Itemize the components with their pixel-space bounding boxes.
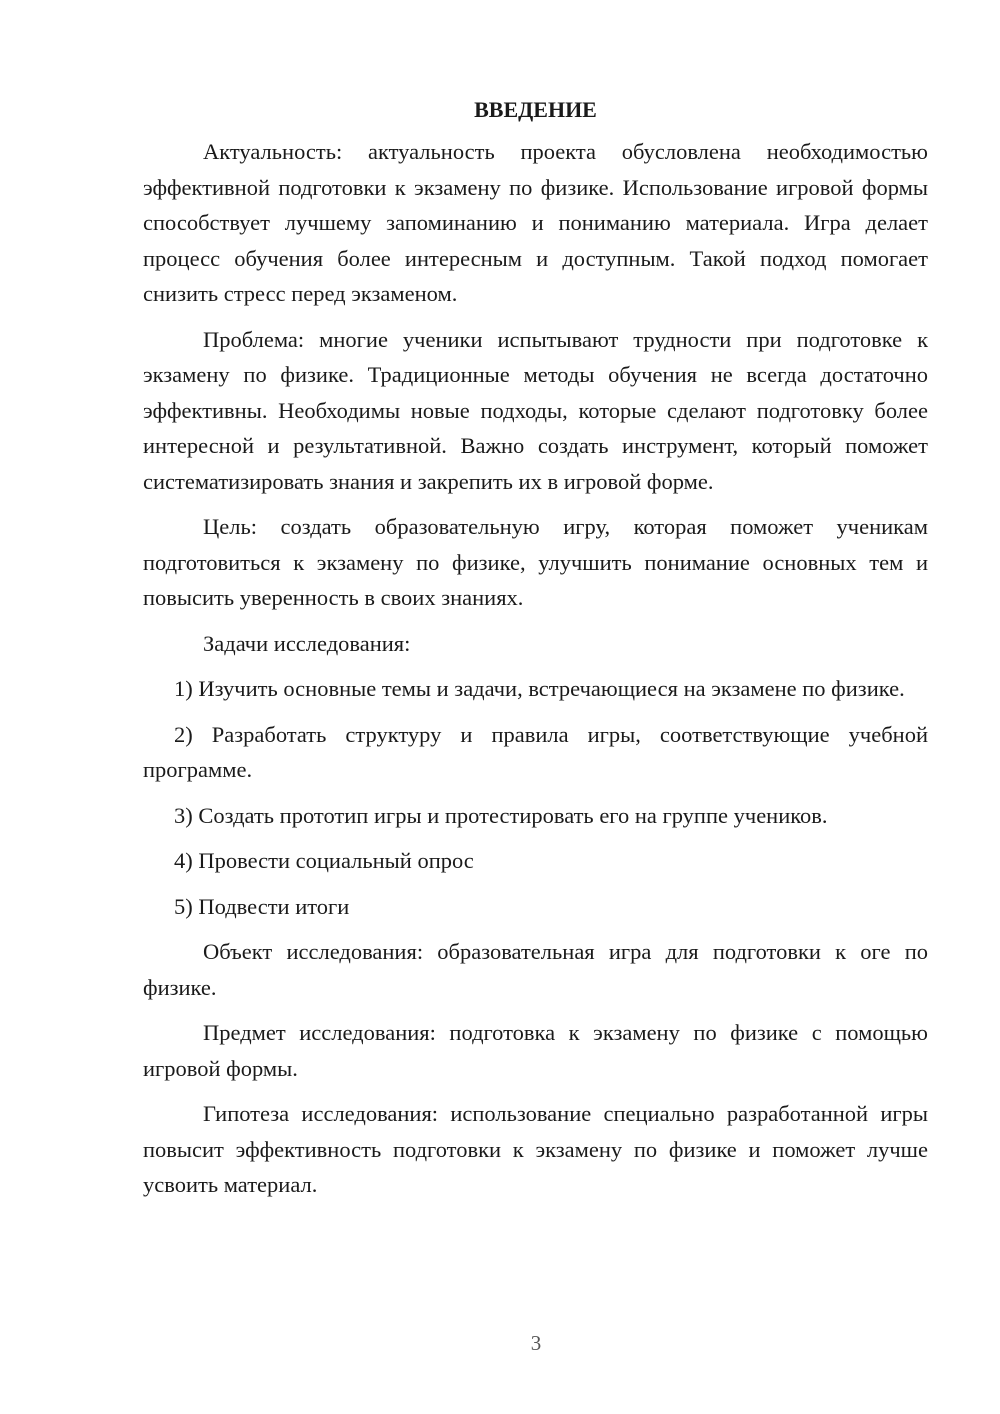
paragraph-goal: Цель: создать образовательную игру, которая поможет ученикам подготовиться к экзамену по физике, улучшить понимание основных тем и повысить уверенность в своих знаниях.: [143, 514, 928, 610]
document-title: ВВЕДЕНИЕ: [474, 97, 597, 122]
task-item: 3) Создать прототип игры и протестировать его на группе учеников.: [174, 802, 828, 828]
tasks-heading: Задачи исследования:: [203, 630, 411, 656]
paragraph-hypothesis: Гипотеза исследования: использование специально разработанной игры повысит эффективность подготовки к экзамену по физике и поможет лучше усвоить материал.: [143, 1101, 928, 1197]
paragraph-subject: Предмет исследования: подготовка к экзамену по физике с помощью игровой формы.: [143, 1020, 928, 1081]
task-item: 2) Разработать структуру и правила игры, соответствующие учебной программе.: [143, 721, 928, 782]
task-item: 1) Изучить основные темы и задачи, встречающиеся на экзамене по физике.: [174, 676, 905, 701]
paragraph-problem: Проблема: многие ученики испытывают трудности при подготовке к экзамену по физике. Традиционные методы обучения не всегда достаточно эффективны. Необходимы новые подходы, которые сделают подготовку более интересной и результативной. Важно создать инструмент, который поможет систематизировать знания и закрепить их в игровой форме.: [143, 326, 928, 494]
page-number: 3: [530, 1331, 542, 1355]
document-page: [143, 94, 928, 1213]
paragraph-relevance: Актуальность: актуальность проекта обусловлена необходимостью эффективной подготовки к экзамену по физике. Использование игровой формы способствует лучшему запоминанию и пониманию материала. Игра делает процесс обучения более интересным и доступным. Такой подход помогает снизить стресс перед экзаменом.: [143, 139, 928, 306]
paragraph-object: Объект исследования: образовательная игра для подготовки к оге по физике.: [143, 939, 928, 1000]
task-item: 4) Провести социальный опрос: [174, 848, 474, 873]
task-item: 5) Подвести итоги: [174, 893, 350, 919]
